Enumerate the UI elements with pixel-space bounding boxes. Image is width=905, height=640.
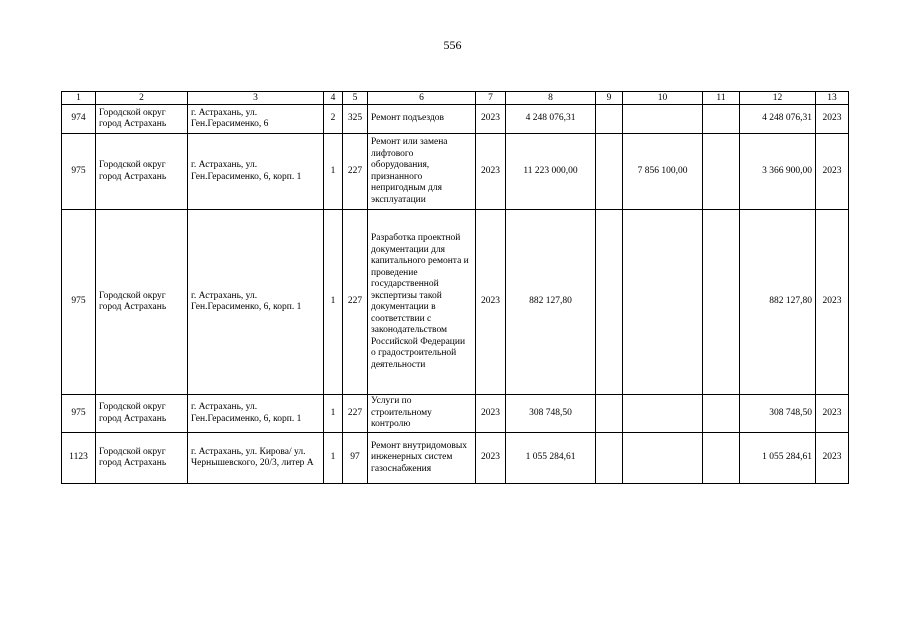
column-number: 10 [623, 92, 703, 105]
row-number-cell: 974 [62, 105, 96, 134]
column-number: 11 [703, 92, 740, 105]
work-type-cell: Разработка проектной документации для капитального ремонта и проведение государственной экспертизы такой документации в соответствии с законодательством Российской Федерации о градостроительной деятельности [368, 210, 476, 395]
col12-cell: 308 748,50 [740, 395, 816, 433]
col4-cell: 1 [324, 433, 343, 484]
completion-year-cell: 2023 [816, 105, 849, 134]
work-type-cell: Ремонт внутридомовых инженерных систем газоснабжения [368, 433, 476, 484]
col12-cell: 882 127,80 [740, 210, 816, 395]
completion-year-cell: 2023 [816, 134, 849, 210]
total-cost-cell: 11 223 000,00 [506, 134, 596, 210]
col5-cell: 97 [343, 433, 368, 484]
col10-cell: 7 856 100,00 [623, 134, 703, 210]
col10-cell [623, 433, 703, 484]
column-number: 1 [62, 92, 96, 105]
completion-year-cell: 2023 [816, 210, 849, 395]
year-cell: 2023 [476, 210, 506, 395]
completion-year-cell: 2023 [816, 395, 849, 433]
total-cost-cell: 1 055 284,61 [506, 433, 596, 484]
row-number-cell: 1123 [62, 433, 96, 484]
column-number: 13 [816, 92, 849, 105]
col9-cell [596, 433, 623, 484]
repair-registry-table [61, 91, 849, 484]
column-number: 2 [96, 92, 188, 105]
table-row [62, 395, 849, 433]
col5-cell: 325 [343, 105, 368, 134]
col10-cell [623, 395, 703, 433]
column-number: 4 [324, 92, 343, 105]
row-number-cell: 975 [62, 210, 96, 395]
table-row [62, 433, 849, 484]
total-cost-cell: 308 748,50 [506, 395, 596, 433]
municipality-cell: Городской округ город Астрахань [96, 210, 188, 395]
work-type-cell: Услуги по строительному контролю [368, 395, 476, 433]
col5-cell: 227 [343, 134, 368, 210]
col12-cell: 1 055 284,61 [740, 433, 816, 484]
col4-cell: 2 [324, 105, 343, 134]
page-number: 556 [443, 38, 462, 52]
col11-cell [703, 395, 740, 433]
year-cell: 2023 [476, 105, 506, 134]
table-row [62, 210, 849, 395]
address-cell: г. Астрахань, ул. Ген.Герасименко, 6 [188, 105, 324, 134]
year-cell: 2023 [476, 395, 506, 433]
completion-year-cell: 2023 [816, 433, 849, 484]
col5-cell: 227 [343, 210, 368, 395]
column-number: 8 [506, 92, 596, 105]
col10-cell [623, 105, 703, 134]
municipality-cell: Городской округ город Астрахань [96, 134, 188, 210]
col4-cell: 1 [324, 210, 343, 395]
municipality-cell: Городской округ город Астрахань [96, 433, 188, 484]
col11-cell [703, 433, 740, 484]
total-cost-cell: 882 127,80 [506, 210, 596, 395]
col12-cell: 4 248 076,31 [740, 105, 816, 134]
col9-cell [596, 210, 623, 395]
address-cell: г. Астрахань, ул. Ген.Герасименко, 6, корп. 1 [188, 210, 324, 395]
col9-cell [596, 134, 623, 210]
col5-cell: 227 [343, 395, 368, 433]
municipality-cell: Городской округ город Астрахань [96, 395, 188, 433]
address-cell: г. Астрахань, ул. Ген.Герасименко, 6, корп. 1 [188, 395, 324, 433]
column-number: 3 [188, 92, 324, 105]
row-number-cell: 975 [62, 395, 96, 433]
column-number: 7 [476, 92, 506, 105]
row-number-cell: 975 [62, 134, 96, 210]
municipality-cell: Городской округ город Астрахань [96, 105, 188, 134]
year-cell: 2023 [476, 134, 506, 210]
address-cell: г. Астрахань, ул. Кирова/ ул. Чернышевского, 20/3, литер А [188, 433, 324, 484]
column-number: 5 [343, 92, 368, 105]
col9-cell [596, 105, 623, 134]
total-cost-cell: 4 248 076,31 [506, 105, 596, 134]
work-type-cell: Ремонт или замена лифтового оборудования, признанного непригодным для эксплуатации [368, 134, 476, 210]
col11-cell [703, 210, 740, 395]
col9-cell [596, 395, 623, 433]
col4-cell: 1 [324, 395, 343, 433]
address-cell: г. Астрахань, ул. Ген.Герасименко, 6, корп. 1 [188, 134, 324, 210]
year-cell: 2023 [476, 433, 506, 484]
table-row [62, 105, 849, 134]
col10-cell [623, 210, 703, 395]
column-number: 6 [368, 92, 476, 105]
work-type-cell: Ремонт подъездов [368, 105, 476, 134]
column-number: 9 [596, 92, 623, 105]
col4-cell: 1 [324, 134, 343, 210]
column-number-row [62, 92, 849, 105]
table-row [62, 134, 849, 210]
col11-cell [703, 134, 740, 210]
col12-cell: 3 366 900,00 [740, 134, 816, 210]
column-number: 12 [740, 92, 816, 105]
col11-cell [703, 105, 740, 134]
